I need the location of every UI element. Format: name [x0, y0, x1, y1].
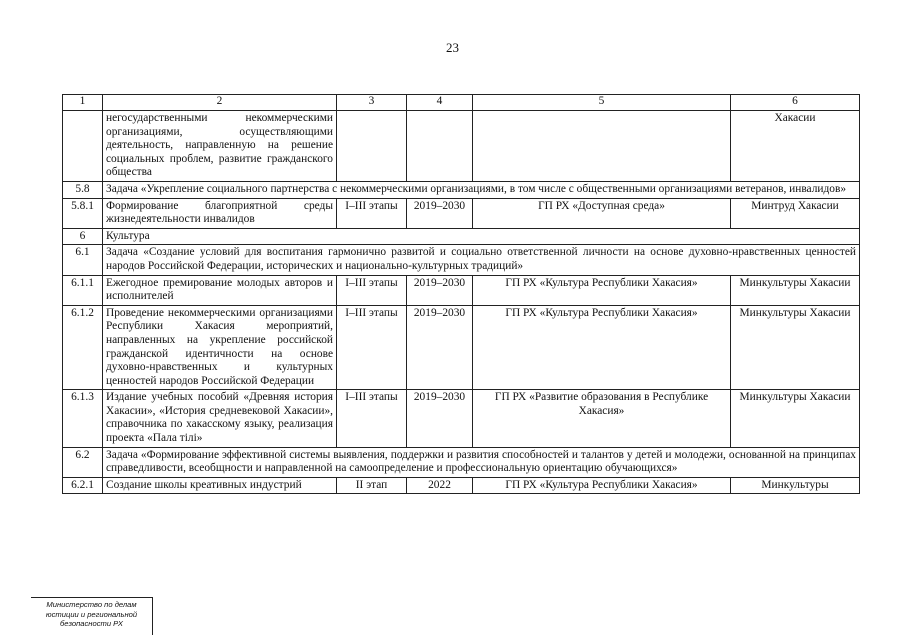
row-number-cell: 6.1.2: [63, 305, 103, 390]
table-row: [63, 245, 860, 275]
table-row: [63, 305, 860, 390]
activity-name-cell: Издание учебных пособий «Древняя история Хакасии», «История средневековой Хакасии», справочника по хакасскому языку, реализация проекта «Пала тілі»: [103, 390, 337, 447]
row-number-cell: 6.2: [63, 447, 103, 477]
header-cell: 5: [473, 95, 731, 111]
period-cell: 2019–2030: [407, 305, 473, 390]
executor-cell: Хакасии: [731, 111, 860, 182]
stamp-line: Министерство по делам: [46, 600, 137, 609]
table-row: [63, 477, 860, 494]
activity-name-cell: Формирование благоприятной среды жизнедеятельности инвалидов: [103, 198, 337, 228]
plan-table: [62, 94, 860, 494]
row-number-cell: 6.1.3: [63, 390, 103, 447]
table-row: [63, 228, 860, 245]
executor-cell: Минтруд Хакасии: [731, 198, 860, 228]
table-row: [63, 275, 860, 305]
table-row: [63, 447, 860, 477]
executor-cell: Минкультуры Хакасии: [731, 275, 860, 305]
executor-cell: Минкультуры Хакасии: [731, 305, 860, 390]
header-cell: 3: [337, 95, 407, 111]
period-cell: 2019–2030: [407, 275, 473, 305]
activity-name-cell: негосударственными некоммерческими организациями, осуществляющими деятельность, направленную на решение социальных проблем, развитие гражданского общества: [103, 111, 337, 182]
task-cell: Задача «Создание условий для воспитания гармонично развитой и социально ответственной личности на основе духовно-нравственных ценностей народов Российской Федерации, исторических и национально-культурных традиций»: [103, 245, 860, 275]
row-number-cell: [63, 111, 103, 182]
table-row: [63, 181, 860, 198]
activity-name-cell: Проведение некоммерческими организациями Республики Хакасия мероприятий, направленных на укрепление российской гражданской идентичности на основе духовно-нравственных и культурных ценностей народов Российской Федерации: [103, 305, 337, 390]
program-cell: ГП РХ «Культура Республики Хакасия»: [473, 477, 731, 494]
header-cell: 4: [407, 95, 473, 111]
table-row: [63, 198, 860, 228]
row-number-cell: 6.1.1: [63, 275, 103, 305]
row-number-cell: 5.8: [63, 181, 103, 198]
row-number-cell: 5.8.1: [63, 198, 103, 228]
program-cell: ГП РХ «Доступная среда»: [473, 198, 731, 228]
activity-name-cell: Ежегодное премирование молодых авторов и исполнителей: [103, 275, 337, 305]
stage-cell: [337, 111, 407, 182]
row-number-cell: 6.1: [63, 245, 103, 275]
executor-cell: Минкультуры: [731, 477, 860, 494]
ministry-stamp: [31, 597, 153, 635]
stage-cell: I–III этапы: [337, 390, 407, 447]
row-number-cell: 6: [63, 228, 103, 245]
program-cell: ГП РХ «Развитие образования в Республике Хакасия»: [473, 390, 731, 447]
program-cell: ГП РХ «Культура Республики Хакасия»: [473, 275, 731, 305]
period-cell: 2019–2030: [407, 198, 473, 228]
period-cell: 2019–2030: [407, 390, 473, 447]
program-cell: ГП РХ «Культура Республики Хакасия»: [473, 305, 731, 390]
stamp-line: безопасности РХ: [60, 619, 123, 629]
program-cell: [473, 111, 731, 182]
executor-cell: Минкультуры Хакасии: [731, 390, 860, 447]
page-number: 23: [446, 40, 459, 55]
period-cell: [407, 111, 473, 182]
row-number-cell: 6.2.1: [63, 477, 103, 494]
period-cell: 2022: [407, 477, 473, 494]
stage-cell: I–III этапы: [337, 305, 407, 390]
header-cell: 1: [63, 95, 103, 111]
task-cell: Задача «Укрепление социального партнерства с некоммерческими организациями, в том числе с общественными организациями ветеранов, инвалидов»: [103, 181, 860, 198]
stage-cell: II этап: [337, 477, 407, 494]
header-cell: 6: [731, 95, 860, 111]
table-row: [63, 390, 860, 447]
stage-cell: I–III этапы: [337, 198, 407, 228]
table-row: [63, 111, 860, 182]
section-cell: Культура: [103, 228, 860, 245]
stage-cell: I–III этапы: [337, 275, 407, 305]
activity-name-cell: Создание школы креативных индустрий: [103, 477, 337, 494]
table-body: [63, 111, 860, 494]
stamp-line: юстиции и региональной: [45, 609, 138, 619]
header-cell: 2: [103, 95, 337, 111]
task-cell: Задача «Формирование эффективной системы выявления, поддержки и развития способностей и талантов у детей и молодежи, основанной на принципах справедливости, всеобщности и направленной на самоопределение и профессиональную ориентацию обучающихся»: [103, 447, 860, 477]
header-row: [63, 95, 860, 111]
